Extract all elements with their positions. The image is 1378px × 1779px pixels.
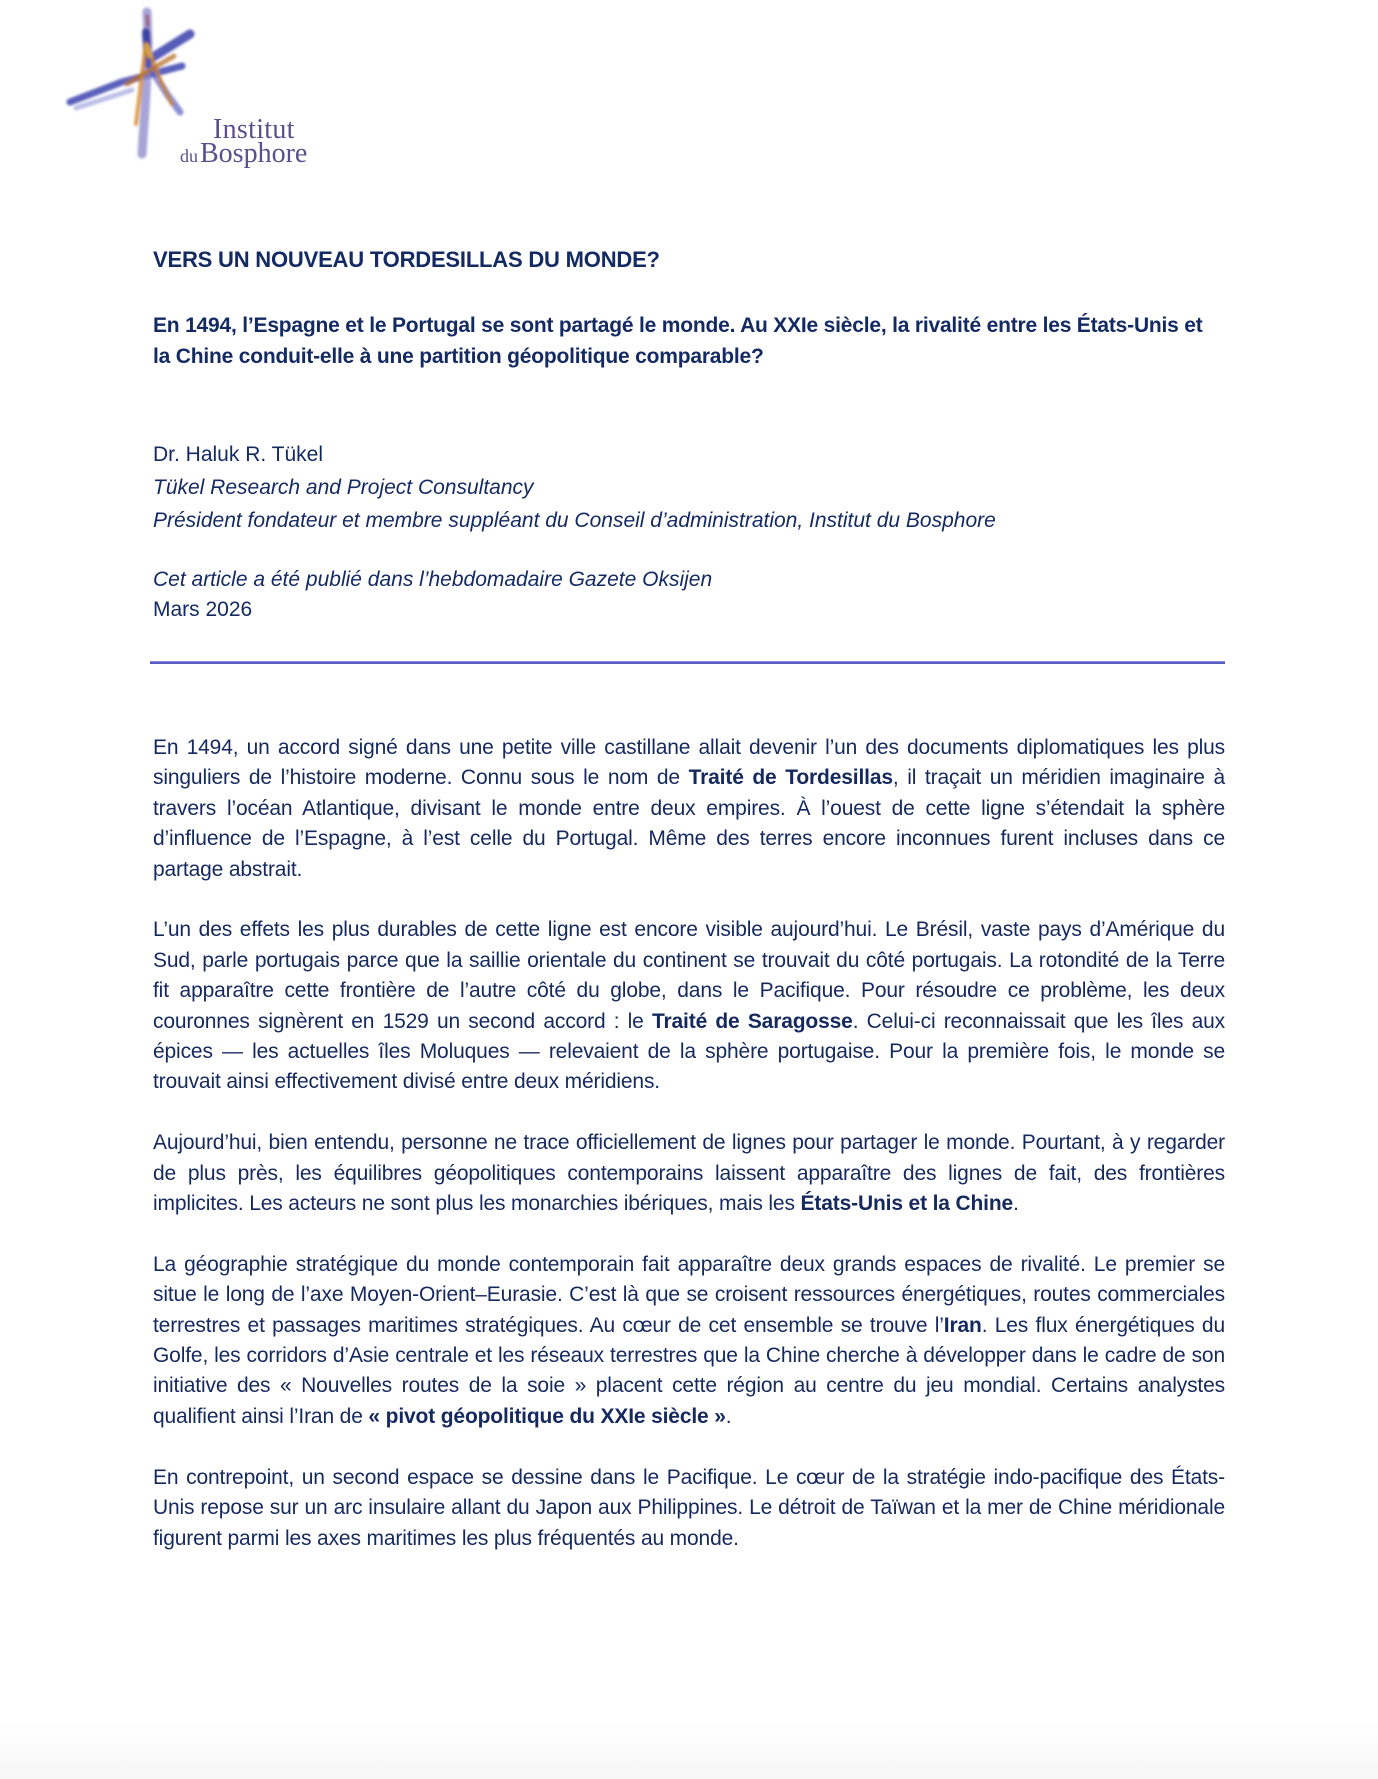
author-name: Dr. Haluk R. Tükel [153,443,323,466]
article-body [153,733,1225,1584]
bold-pivot-geopolitique: « pivot géopolitique du XXIe siècle » [368,1404,726,1428]
institut-du-bosphore-logo [62,4,322,174]
paragraph-2: L’un des effets les plus durables de cette ligne est encore visible aujourd’hui. Le Brésil, vaste pays d’Amérique du Sud, parle portugais parce que la saillie orientale du continent se trouvait du côté portugais. La rotondité de la Terre fit apparaître cette frontière de l’autre côté du globe, dans le Pacifique. Pour résoudre ce problème, les deux couronnes signèrent en 1529 un second accord : le Traité de Saragosse. Celui-ci reconnaissait que les îles aux épices — les actuelles îles Moluques — relevaient de la sphère portugaise. Pour la première fois, le monde se trouvait ainsi effectivement divisé entre deux méridiens. [153,918,1225,1094]
author-role: Président fondateur et membre suppléant du Conseil d’administration, Institut du Bosphore [153,509,996,532]
article-title: VERS UN NOUVEAU TORDESILLAS DU MONDE? [153,247,660,272]
paragraph-3: Aujourd’hui, bien entendu, personne ne trace officiellement de lignes pour partager le monde. Pourtant, à y regarder de plus près, les équilibres géopolitiques contemporains laissent apparaître des lignes de fait, des frontières implicites. Les acteurs ne sont plus les monarchies ibériques, mais les États-Unis et la Chine. [153,1131,1225,1216]
publication-note: Cet article a été publié dans l’hebdomadaire Gazete Oksijen [153,568,713,591]
paragraph-1: En 1494, un accord signé dans une petite ville castillane allait devenir l’un des documents diplomatiques les plus singuliers de l’histoire moderne. Connu sous le nom de Traité de Tordesillas, il traçait un méridien imaginaire à travers l’océan Atlantique, divisant le monde entre deux empires. À l’ouest de cette ligne s’étendait la sphère d’influence de l’Espagne, à l’est celle du Portugal. Même des terres encore inconnues furent incluses dans ce partage abstrait. [153,736,1225,881]
article-subtitle: En 1494, l’Espagne et le Portugal se sont partagé le monde. Au XXIe siècle, la rivalité entre les États-Unis et la Chine conduit-elle à une partition géopolitique comparable? [153,314,1203,368]
bold-traite-de-saragosse: Traité de Saragosse [651,1009,853,1033]
header-divider [150,661,1225,664]
author-affiliation: Tükel Research and Project Consultancy [153,476,534,499]
author-block [153,438,1225,537]
publication-block [153,565,1225,625]
logo-text-bosphore: Bosphore [200,138,308,169]
paragraph-5: En contrepoint, un second espace se dessine dans le Pacifique. Le cœur de la stratégie indo-pacifique des États-Unis repose sur un arc insulaire allant du Japon aux Philippines. Le détroit de Taïwan et la mer de Chine méridionale figurent parmi les axes maritimes les plus fréquentés au monde. [153,1465,1225,1550]
publication-date: Mars 2026 [153,598,253,621]
bold-etats-unis-et-la-chine: États-Unis et la Chine [800,1192,1014,1216]
bold-iran: Iran [943,1313,982,1337]
logo-text-institut: Institut [213,114,295,145]
bold-traite-de-tordesillas: Traité de Tordesillas [688,766,893,790]
logo-text-du: du [180,146,198,166]
logo-text-du-bosphore [180,140,307,168]
paragraph-4: La géographie stratégique du monde contemporain fait apparaître deux grands espaces de rivalité. Le premier se situe le long de l’axe Moyen-Orient–Eurasie. C’est là que se croisent ressources énergétiques, routes commerciales terrestres et passages maritimes stratégiques. Au cœur de cet ensemble se trouve l’Iran. Les flux énergétiques du Golfe, les corridors d’Asie centrale et les réseaux terrestres que la Chine cherche à développer dans le cadre de son initiative des « Nouvelles routes de la soie » placent cette région au centre du jeu mondial. Certains analystes qualifient ainsi l’Iran de « pivot géopolitique du XXIe siècle ». [153,1252,1225,1428]
